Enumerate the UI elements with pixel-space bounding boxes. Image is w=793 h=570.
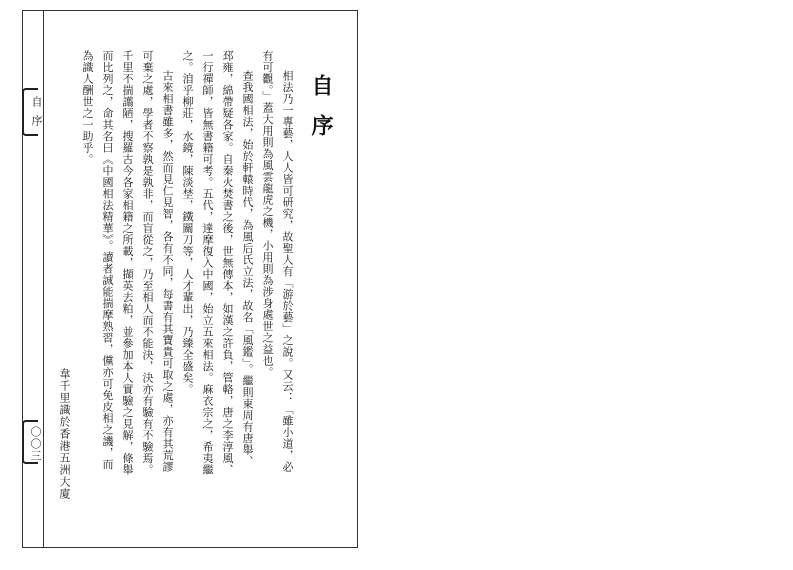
page-number: 〇〇三 (29, 426, 42, 462)
right-border (357, 10, 358, 548)
text-column: 相法乃一專藝，人人皆可研究，故聖人有「游於藝」之說。又云：「雖小道，必 (281, 70, 294, 473)
author-signature: 韋千里識於香港五洲大廈 (58, 368, 71, 500)
text-column: 千里不揣譾陋，搜羅古今各家相籍之所載，擷英去粕，並參加本人實驗之見解，條舉 (121, 50, 134, 476)
text-column: 有可觀。」蓋大用則為風雲龍虎之機，小用則為涉身處世之益也。 (261, 50, 274, 378)
text-column: 之。洎乎柳莊，水鏡，陳淡埜，鐵關刀等，人才輩出，乃臻全盛矣。 (181, 50, 194, 395)
book-page (22, 10, 358, 548)
text-column: 邳雍，綿帶疑各家。自秦火焚書之後，世無傳本，如漢之許負，管輅，唐之李淳風、 (221, 50, 234, 476)
text-column: 可棄之處，學者不察孰是孰非，而盲從之，乃至相人而不能決，決亦有驗有不驗焉。 (141, 50, 154, 476)
left-margin-rule-inner (43, 10, 44, 548)
text-column: 古來相書雖多，然而見仁見智，各有不同，每書有其寶貴可取之處，亦有其荒謬 (161, 70, 174, 473)
page-title: 自序 (308, 74, 334, 154)
bottom-border (22, 547, 358, 548)
text-column: 為識人酬世之一助乎。 (81, 50, 94, 165)
text-column: 而比列之，命其名曰《中國相法精華》。讀者誠能揣摩熟習，儻亦可免皮相之譏，而 (101, 50, 114, 470)
running-head: 自序 (30, 96, 43, 134)
text-column: 查我國相法，始於軒轅時代，為風后氏立法，故名「風鑑」。繼則東周有唐舉、 (241, 70, 254, 467)
top-border (22, 10, 358, 11)
text-column: 一行禪師，皆無書籍可考。五代，達摩復入中國，始立五來相法。麻衣宗之，希夷繼 (201, 50, 214, 476)
